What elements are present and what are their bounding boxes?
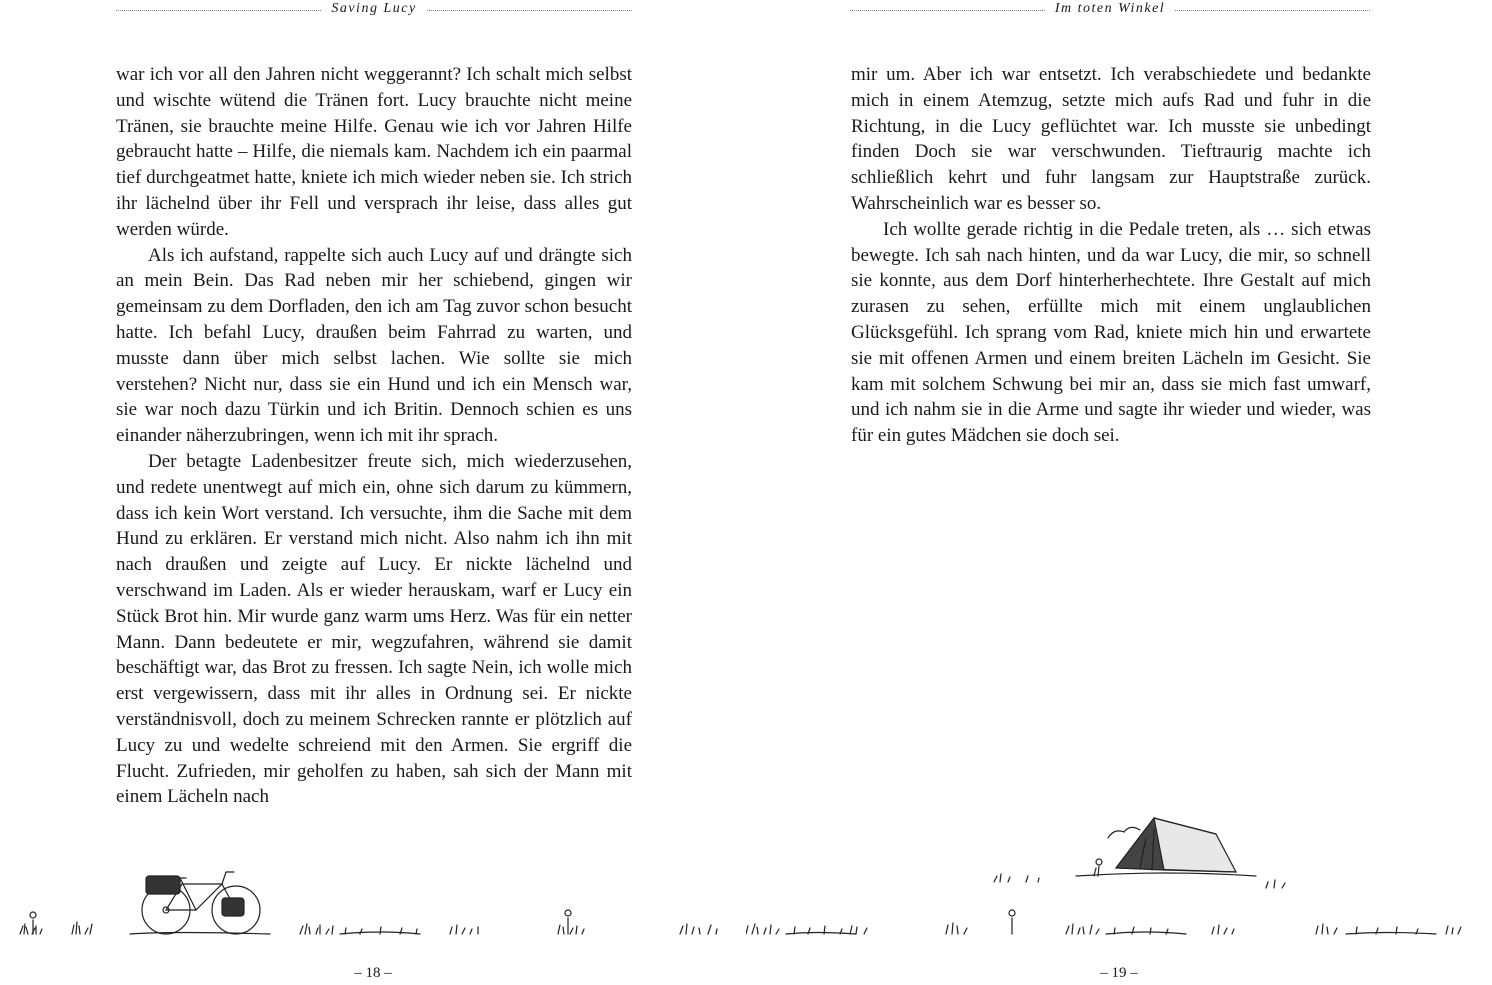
running-head-title: Saving Lucy: [331, 1, 417, 16]
paragraph: Ich wollte gerade richtig in die Pedale treten, als … sich etwas bewegte. Ich sah nach hinten, und da war Lucy, die mir, so schnell sie konnte, aus dem Dorf hinterherhechtete. Ihre Gestalt auf mich zurasen zu sehen, erfüllte mich mit einem unglaublichen Glücksgefühl. Ich sprang vom Rad, kniete mich hin und erwartete sie mit offenen Armen und einem breiten Lächeln im Gesicht. Sie kam mit solchem Schwung bei mir an, dass sie mich fast umwarf, und ich nahm sie in die Arme und sagte ihr wieder und wieder, was für ein gutes Mädchen sie doch sei.: [851, 218, 1371, 447]
page-number-left: – 18 –: [354, 965, 392, 981]
right-page: [746, 0, 1492, 985]
paragraph: Als ich aufstand, rappelte sich auch Lucy auf und drängte sich an mein Bein. Das Rad neben mir her schiebend, gingen wir gemeinsam zu dem Dorfladen, den ich am Tag zuvor schon besucht hatte. Ich befahl Lucy, draußen beim Fahrrad zu warten, und musste dann über mich selbst lachen. Wie sollte sie mich verstehen? Nicht nur, dass sie ein Hund und ich ein Mensch war, sie war noch dazu Türkin und ich Britin. Dennoch schien es uns einander näherzubringen, wenn ich mit ihr sprach.: [116, 244, 632, 447]
paragraph: Der betagte Ladenbesitzer freute sich, mich wiederzusehen, und redete unentwegt auf mich ein, ohne sich darum zu kümmern, dass ich kein Wort verstand. Ich versuchte, ihm die Sache mit dem Hund zu erklären. Er verstand mich nicht. Also nahm ich ihn mit nach draußen und zeigte auf Lucy. Er nickte lächelnd und verschwand im Laden. Als er wieder herauskam, warf er Lucy ein Stück Brot hin. Mir wurde ganz warm ums Herz. Was für ein netter Mann. Dann bedeutete er mir, wegzufahren, während sie damit beschäftigt war, das Brot zu fressen. Ich sagte Nein, ich wolle mich erst vergewissern, dass mit ihr alles in Ordnung sei. Er nickte verständnisvoll, doch zu meinem Schrecken rannte er plötzlich auf Lucy zu und wedelte schreiend mit den Armen. Sie ergriff die Flucht. Zufrieden, mir geholfen zu haben, sah sich der Mann mit einem Lächeln nach: [116, 450, 632, 808]
running-head-title: Im toten Winkel: [1054, 1, 1166, 16]
body-text-right: [851, 62, 1371, 449]
running-head-right: [850, 0, 1370, 18]
header-rule: [116, 10, 321, 11]
bicycle-illustration: [0, 860, 746, 950]
body-text-left: [116, 62, 632, 810]
header-rule: [1175, 10, 1370, 11]
paragraph: mir um. Aber ich war entsetzt. Ich verabschiedete und bedankte mich in einem Atemzug, setzte mich aufs Rad und fuhr in die Richtung, in die Lucy geflüchtet war. Ich musste sie unbedingt finden Doch sie war verschwunden. Tieftraurig machte ich schließlich kehrt und fuhr langsam zur Hauptstraße zurück. Wahrscheinlich war es besser so.: [851, 64, 1371, 214]
header-rule: [427, 10, 632, 11]
page-number-right: – 19 –: [1100, 965, 1138, 981]
paragraph: war ich vor all den Jahren nicht weggerannt? Ich schalt mich selbst und wischte wütend die Tränen fort. Lucy brauchte nicht meine Tränen, sie brauchte meine Hilfe. Genau wie ich vor Jahren Hilfe gebraucht hatte – Hilfe, die niemals kam. Nachdem ich ein paarmal tief durchgeatmet hatte, kniete ich mich wieder neben sie. Ich strich ihr lächelnd über ihr Fell und versprach ihr leise, dass alles gut werden würde.: [116, 64, 632, 240]
running-head-left: [116, 0, 632, 18]
header-rule: [850, 10, 1045, 11]
tent-illustration: [746, 810, 1492, 950]
